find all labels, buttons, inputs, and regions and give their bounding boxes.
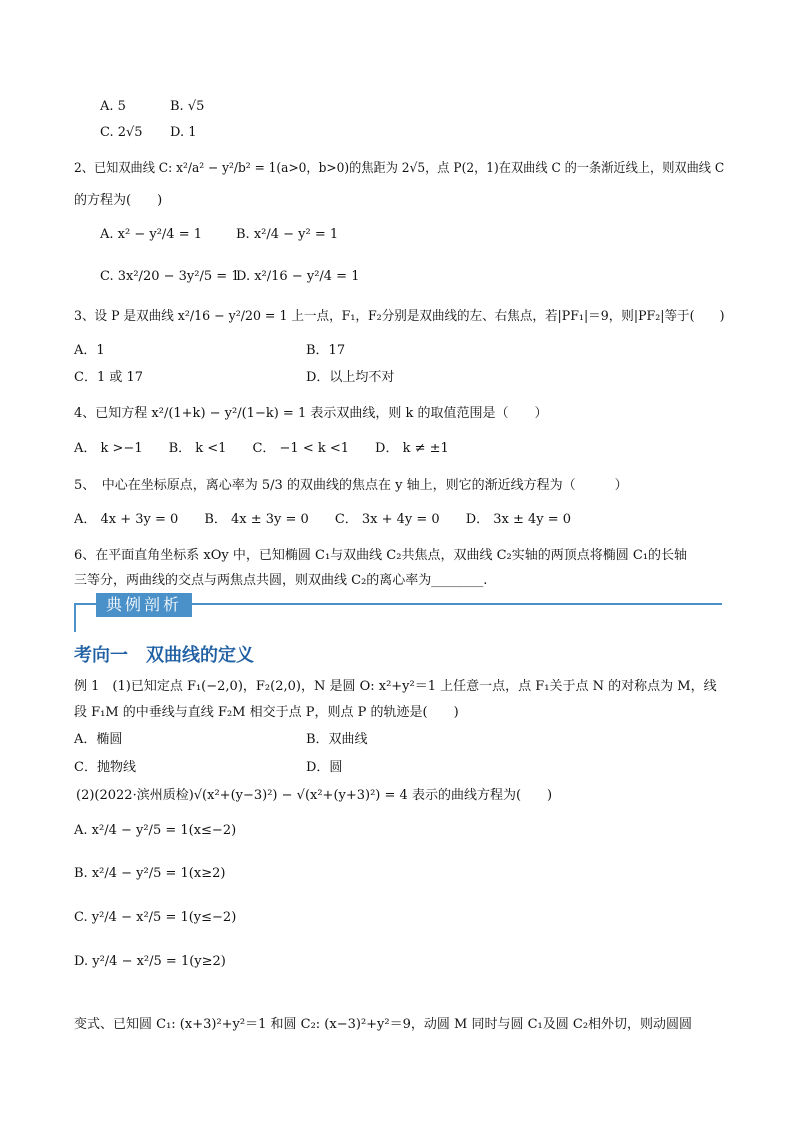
ex1-line1: 例 1 (1)已知定点 F₁(−2,0)，F₂(2,0)，N 是圆 O: x²+y²＝1 上任意一点，点 F₁关于点 N 的对称点为 M，线 <box>74 679 717 694</box>
ex1-line2: 段 F₁M 的中垂线与直线 F₂M 相交于点 P，则点 P 的轨迹是( ) <box>74 705 459 720</box>
q2-option-b: B. x²/4 − y² = 1 <box>236 227 339 242</box>
ex1-part2-option-c: C. y²/4 − x²/5 = 1(y≤−2) <box>74 910 237 925</box>
section-tag: 典例剖析 <box>96 593 192 617</box>
ex1-part2-option-a: A. x²/4 − y²/5 = 1(x≤−2) <box>74 823 237 838</box>
ex1-part2-option-d: D. y²/4 − x²/5 = 1(y≥2) <box>74 954 226 969</box>
q2-stem-line2: 的方程为( ) <box>74 193 163 208</box>
q2-option-d: D. x²/16 − y²/4 = 1 <box>236 269 360 284</box>
variant-stem: 变式、已知圆 C₁: (x+3)²+y²＝1 和圆 C₂: (x−3)²+y²＝9，动圆 M 同时与圆 C₁及圆 C₂相外切，则动圆圆 <box>74 1017 693 1032</box>
q6-line1: 6、在平面直角坐标系 xOy 中，已知椭圆 C₁与双曲线 C₂共焦点，双曲线 C₂实轴的两顶点将椭圆 C₁的长轴 <box>74 548 688 563</box>
ex1-part2-stem: (2)(2022·滨州质检)√(x²+(y−3)²) − √(x²+(y+3)²) = 4 表示的曲线方程为( ) <box>76 788 553 803</box>
q1-option-d: D. 1 <box>170 125 197 140</box>
ex1-option-d: D．圆 <box>306 760 343 775</box>
q3-option-c: C．1 或 17 <box>74 370 144 385</box>
section-heading: 考向一 双曲线的定义 <box>74 645 254 666</box>
q4-options: A． k >−1 B． k <1 C． −1 < k <1 D． k ≠ ±1 <box>74 441 449 456</box>
q1-option-c: C. 2√5 <box>100 125 143 140</box>
q3-option-a: A．1 <box>74 343 105 358</box>
q1-option-b: B. √5 <box>170 99 205 114</box>
ex1-option-b: B．双曲线 <box>306 732 368 747</box>
q5-stem: 5、 中心在坐标原点，离心率为 5/3 的双曲线的焦点在 y 轴上，则它的渐近线方程为（ ） <box>74 478 628 493</box>
q5-options: A． 4x + 3y = 0 B． 4x ± 3y = 0 C． 3x + 4y = 0 D． 3x ± 4y = 0 <box>74 512 572 527</box>
q1-option-a: A. 5 <box>100 99 126 114</box>
q4-stem: 4、已知方程 x²/(1+k) − y²/(1−k) = 1 表示双曲线，则 k 的取值范围是（ ） <box>74 406 548 421</box>
q3-stem: 3、设 P 是双曲线 x²/16 − y²/20 = 1 上一点，F₁，F₂分别是双曲线的左、右焦点，若|PF₁|＝9，则|PF₂|等于( ) <box>74 309 725 324</box>
q6-line2: 三等分，两曲线的交点与两焦点共圆，则双曲线 C₂的离心率为________. <box>74 573 488 588</box>
section-divider-tick <box>74 604 76 632</box>
q2-stem-line1: 2、已知双曲线 C: x²/a² − y²/b² = 1(a>0，b>0)的焦距为 2√5，点 P(2，1)在双曲线 C 的一条渐近线上，则双曲线 C <box>74 161 725 176</box>
ex1-option-a: A．椭圆 <box>74 732 123 747</box>
q2-option-a: A. x² − y²/4 = 1 <box>100 227 202 242</box>
ex1-part2-option-b: B. x²/4 − y²/5 = 1(x≥2) <box>74 866 226 881</box>
q2-option-c: C. 3x²/20 − 3y²/5 = 1 <box>100 269 240 284</box>
q3-option-d: D．以上均不对 <box>306 370 395 385</box>
ex1-option-c: C．抛物线 <box>74 760 136 775</box>
q3-option-b: B．17 <box>306 343 346 358</box>
